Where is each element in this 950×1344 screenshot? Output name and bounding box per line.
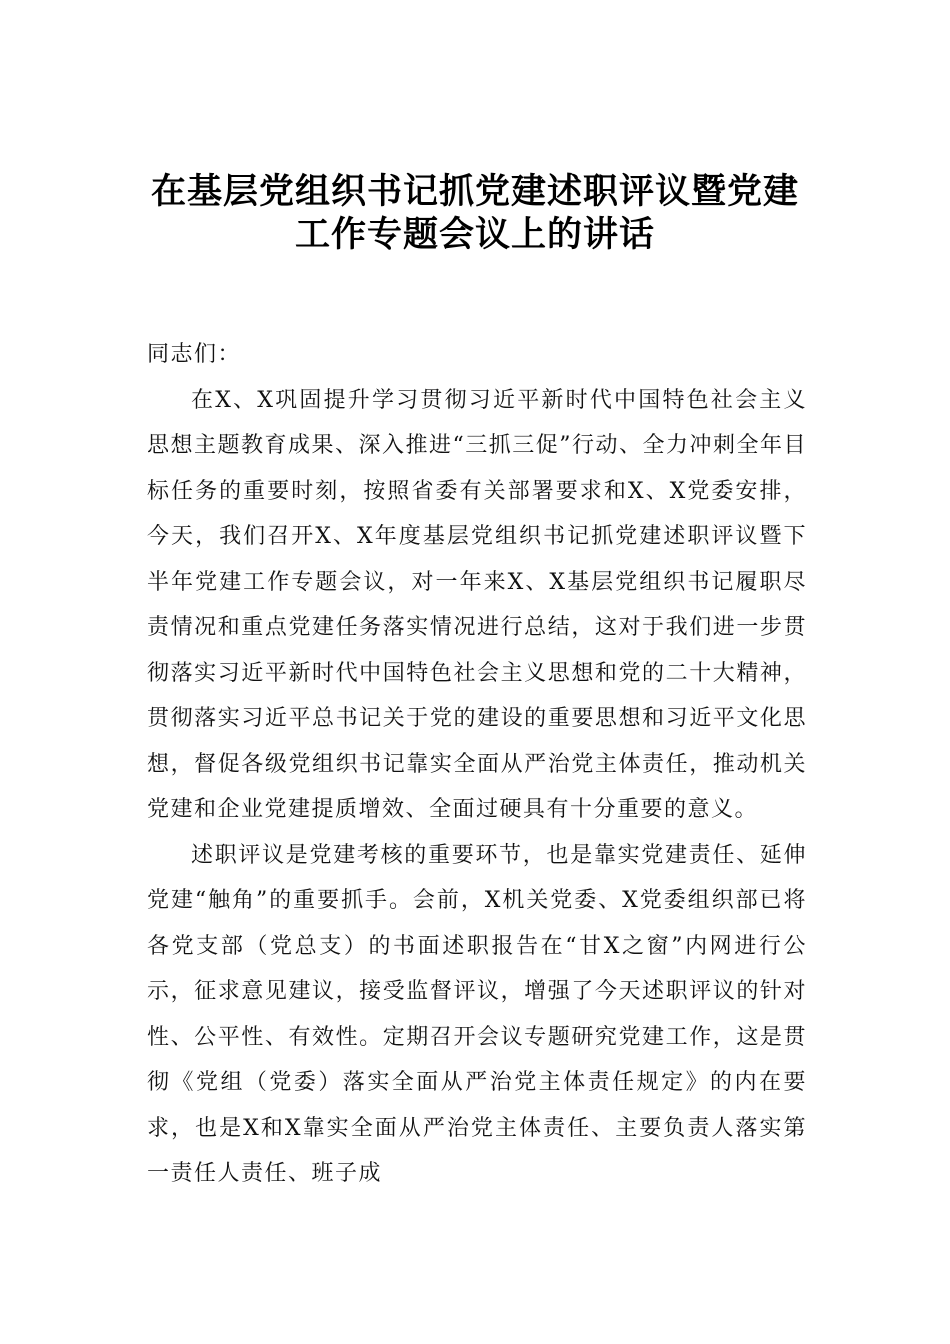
- document-title-line-1: 在基层党组织书记抓党建述职评议暨党建: [150, 171, 799, 212]
- salutation: 同志们：: [147, 342, 242, 367]
- document-body: [147, 332, 807, 1197]
- document-title-line-2: 工作专题会议上的讲话: [294, 214, 655, 255]
- paragraph-2: 述职评议是党建考核的重要环节，也是靠实党建责任、延伸党建“触角”的重要抓手。会前，X机关党委、X党委组织部已将各党支部（党总支）的书面述职报告在“甘X之窗”内网进行公示，征求意见建议，接受监督评议，增强了今天述职评议的针对性、公平性、有效性。定期召开会议专题研究党建工作，这是贯彻《党组（党委）落实全面从严治党主体责任规定》的内在要求，也是X和X靠实全面从严治党主体责任、主要负责人落实第一责任人责任、班子成: [147, 842, 807, 1186]
- paragraph-1: 在X、X巩固提升学习贯彻习近平新时代中国特色社会主义思想主题教育成果、深入推进“三抓三促”行动、全力冲刺全年目标任务的重要时刻，按照省委有关部署要求和X、X党委安排，今天，我们召开X、X年度基层党组织书记抓党建述职评议暨下半年党建工作专题会议，对一年来X、X基层党组织书记履职尽责情况和重点党建任务落实情况进行总结，这对于我们进一步贯彻落实习近平新时代中国特色社会主义思想和党的二十大精神，贯彻落实习近平总书记关于党的建设的重要思想和习近平文化思想，督促各级党组织书记靠实全面从严治党主体责任，推动机关党建和企业党建提质增效、全面过硬具有十分重要的意义。: [147, 387, 807, 822]
